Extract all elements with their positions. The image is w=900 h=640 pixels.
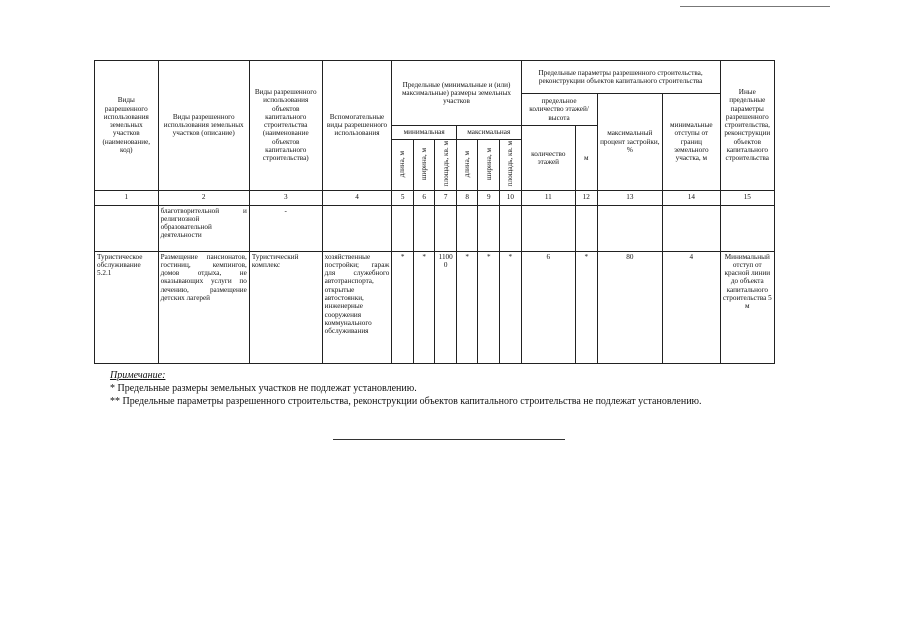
col-number: 14 xyxy=(663,190,720,205)
header-other-params: Иные предельные параметры разрешенного строительства, реконструкции объектов капитального строительства xyxy=(720,61,774,191)
header-land-use-type: Виды разрешенного использования земельных участков (наименование, код) xyxy=(95,61,159,191)
header-capital-objects: Виды разрешенного использования объектов капитального строительства (наименование объектов капитального строительства) xyxy=(249,61,322,191)
row2-capital-object: Туристический комплекс xyxy=(249,251,322,363)
top-rule xyxy=(680,6,830,7)
col-number: 4 xyxy=(322,190,392,205)
header-maximum: максимальная xyxy=(456,126,521,140)
header-min-width: ширина, м xyxy=(413,140,435,191)
header-construction-params: Предельные параметры разрешенного строительства, реконструкции объектов капитального строительства xyxy=(521,61,720,94)
col-number: 13 xyxy=(597,190,663,205)
row2-height: * xyxy=(575,251,597,363)
header-floors-count: количество этажей xyxy=(521,126,575,191)
signature-rule xyxy=(333,439,565,440)
header-plot-size-limits: Предельные (минимальные и (или) максимальные) размеры земельных участков xyxy=(392,61,521,126)
land-use-table xyxy=(94,60,775,364)
header-floors-height: предельное количество этажей/высота xyxy=(521,94,597,126)
header-land-use-description: Виды разрешенного использования земельных участков (описание) xyxy=(158,61,249,191)
row2-max-width: * xyxy=(478,251,500,363)
row2-min-offset: 4 xyxy=(663,251,720,363)
row2-min-length: * xyxy=(392,251,414,363)
col-number: 2 xyxy=(158,190,249,205)
row2-description: Размещение пансионатов, гостиниц, кемпингов, домов отдыха, не оказывающих услуги по лечению, размещение детских лагерей xyxy=(158,251,249,363)
header-max-building-percent: максимальный процент застройки, % xyxy=(597,94,663,191)
note-line-1: * Предельные размеры земельных участков не подлежат установлению. xyxy=(110,383,417,394)
row2-land-use-type: Туристическое обслуживание 5.2.1 xyxy=(95,251,159,363)
col-number: 3 xyxy=(249,190,322,205)
row2-max-length: * xyxy=(456,251,478,363)
col-number: 1 xyxy=(95,190,159,205)
col-number: 6 xyxy=(413,190,435,205)
header-max-length: длина, м xyxy=(456,140,478,191)
header-max-area: площадь, кв. м xyxy=(500,140,522,191)
col-number: 8 xyxy=(456,190,478,205)
header-min-area: площадь, кв. м xyxy=(435,140,457,191)
note-line-2: ** Предельные параметры разрешенного строительства, реконструкции объектов капитального строительства не подлежат установлению. xyxy=(110,396,702,407)
col-number: 5 xyxy=(392,190,414,205)
col-number: 15 xyxy=(720,190,774,205)
header-max-width: ширина, м xyxy=(478,140,500,191)
row2-auxiliary-uses: хозяйственные постройки; гараж для служебного автотранспорта, открытые автостоянки, инженерные сооружения коммунального обслуживания xyxy=(322,251,392,363)
header-min-length: длина, м xyxy=(392,140,414,191)
row2-floors: 6 xyxy=(521,251,575,363)
header-height-m: м xyxy=(575,126,597,191)
row2-building-percent: 80 xyxy=(597,251,663,363)
notes-title: Примечание: xyxy=(110,370,166,381)
table-row xyxy=(95,205,775,251)
row1-description: благотворительной и религиозной образовательной деятельности xyxy=(158,205,249,251)
row2-max-area: * xyxy=(500,251,522,363)
col-number: 10 xyxy=(500,190,522,205)
header-auxiliary-uses: Вспомогательные виды разрешенного использования xyxy=(322,61,392,191)
header-min-offsets: минимальные отступы от границ земельного участка, м xyxy=(663,94,720,191)
col-number: 12 xyxy=(575,190,597,205)
row2-min-width: * xyxy=(413,251,435,363)
col-number: 7 xyxy=(435,190,457,205)
table-row xyxy=(95,251,775,363)
row2-other-params: Минимальный отступ от красной линии до объекта капитального строительства 5 м xyxy=(720,251,774,363)
col-number: 11 xyxy=(521,190,575,205)
column-number-row xyxy=(95,190,775,205)
row2-min-area: 11000 xyxy=(435,251,457,363)
row1-dash: - xyxy=(249,205,322,251)
col-number: 9 xyxy=(478,190,500,205)
notes-block xyxy=(110,369,702,408)
header-minimum: минимальная xyxy=(392,126,457,140)
